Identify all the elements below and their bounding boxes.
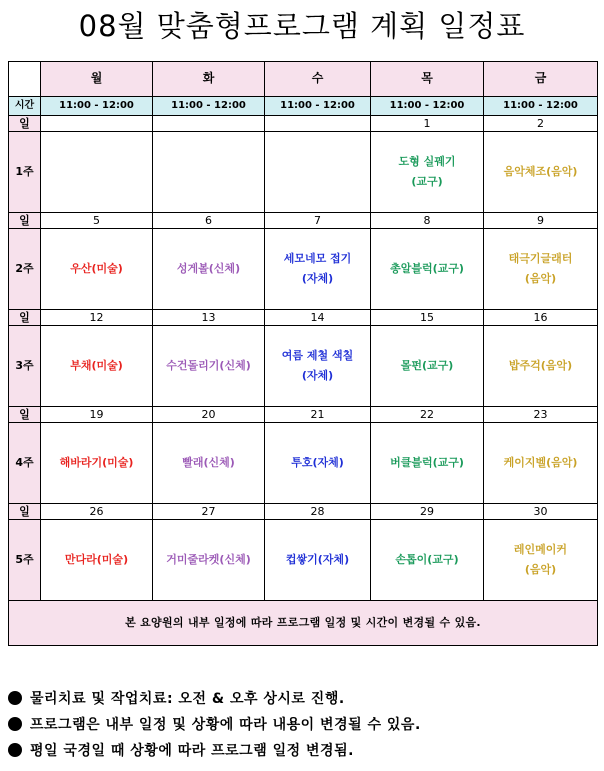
day-label: 일 [9, 213, 41, 229]
date-cell: 21 [265, 407, 371, 423]
weekday-header: 월 [41, 62, 153, 97]
program-text: 만다라(미술) [64, 553, 129, 567]
note-text: 물리치료 및 작업치료: 오전 & 오후 상시로 진행. [30, 691, 345, 707]
date-cell: 9 [484, 213, 598, 229]
weekday-header: 목 [371, 62, 484, 97]
program-cell [484, 229, 598, 310]
note-text: 프로그램은 내부 일정 및 상황에 따라 내용이 변경될 수 있음. [30, 717, 421, 733]
page-title: 08월 맞춤형프로그램 계획 일정표 [78, 9, 526, 43]
date-cell: 13 [153, 310, 265, 326]
note-item [8, 686, 598, 712]
program-cell [153, 520, 265, 601]
program-cell [371, 326, 484, 407]
program-cell [265, 423, 371, 504]
notes-list [8, 686, 598, 764]
program-text: 밥주걱(음악) [508, 359, 573, 373]
date-cell: 14 [265, 310, 371, 326]
program-cell [153, 229, 265, 310]
program-text: 성게볼(신체) [176, 262, 241, 276]
header-corner [9, 62, 41, 97]
date-cell: 6 [153, 213, 265, 229]
table-note: 본 요양원의 내부 일정에 따라 프로그램 일정 및 시간이 변경될 수 있음. [9, 601, 598, 646]
program-cell [41, 229, 153, 310]
program-text: 케이지벨(음악) [503, 456, 578, 470]
program-text: (자체) [301, 272, 334, 285]
program-cell [265, 132, 371, 213]
program-text: 우산(미술) [70, 262, 123, 276]
bullet-icon [8, 717, 22, 731]
week-label: 4주 [9, 423, 41, 504]
program-text: 손톱이(교구) [395, 553, 459, 567]
program-cell [371, 520, 484, 601]
date-cell: 29 [371, 504, 484, 520]
program-cell [153, 423, 265, 504]
bullet-icon [8, 691, 22, 705]
note-item [8, 712, 598, 738]
program-text: 버클블럭(교구) [390, 456, 464, 470]
weekday-header: 화 [153, 62, 265, 97]
program-text: (자체) [301, 369, 334, 382]
day-label: 일 [9, 310, 41, 326]
program-cell [41, 423, 153, 504]
program-cell [41, 132, 153, 213]
program-cell [371, 423, 484, 504]
date-cell: 2 [484, 116, 598, 132]
week-label: 2주 [9, 229, 41, 310]
date-cell: 16 [484, 310, 598, 326]
program-cell [153, 132, 265, 213]
date-cell: 12 [41, 310, 153, 326]
program-text: 총알블럭(교구) [390, 262, 464, 276]
program-text: 수건돌리기(신체) [166, 359, 251, 373]
time-cell: 11:00 - 12:00 [153, 97, 265, 116]
program-text: (음악) [524, 272, 557, 285]
date-cell: 8 [371, 213, 484, 229]
note-item [8, 738, 598, 764]
weekday-header: 금 [484, 62, 598, 97]
day-label: 일 [9, 116, 41, 132]
program-cell [371, 229, 484, 310]
date-cell [41, 116, 153, 132]
date-cell: 27 [153, 504, 265, 520]
time-cell: 11:00 - 12:00 [371, 97, 484, 116]
date-cell: 5 [41, 213, 153, 229]
program-cell [265, 229, 371, 310]
note-text: 평일 국경일 때 상황에 따라 프로그램 일정 변경됨. [30, 743, 354, 759]
program-cell [265, 326, 371, 407]
time-label: 시간 [9, 97, 41, 116]
date-cell: 19 [41, 407, 153, 423]
program-cell [265, 520, 371, 601]
week-label: 5주 [9, 520, 41, 601]
program-text: 태극기글래터 [508, 252, 573, 266]
date-cell: 1 [371, 116, 484, 132]
program-text: 컵쌓기(자체) [285, 553, 350, 567]
program-text: (음악) [524, 563, 557, 576]
program-text: 투호(자체) [291, 456, 344, 470]
date-cell: 7 [265, 213, 371, 229]
week-label: 3주 [9, 326, 41, 407]
program-cell [153, 326, 265, 407]
program-text: 여름 제철 색칠 [281, 349, 354, 363]
program-text: 부채(미술) [70, 359, 123, 373]
program-cell [484, 132, 598, 213]
program-cell [484, 326, 598, 407]
program-text: 레인메이커 [513, 543, 568, 557]
program-cell [484, 423, 598, 504]
program-text: 음악체조(음악) [503, 165, 578, 179]
program-text: 거미줄라켓(신체) [166, 553, 251, 567]
date-cell: 20 [153, 407, 265, 423]
program-text: 빨래(신체) [182, 456, 235, 470]
date-cell: 30 [484, 504, 598, 520]
date-cell: 26 [41, 504, 153, 520]
program-cell [371, 132, 484, 213]
program-text: 도형 실꿰기 [398, 155, 456, 169]
program-text: 세모네모 접기 [283, 252, 352, 266]
date-cell: 23 [484, 407, 598, 423]
date-cell: 22 [371, 407, 484, 423]
day-label: 일 [9, 504, 41, 520]
date-cell: 28 [265, 504, 371, 520]
program-cell [41, 520, 153, 601]
date-cell [153, 116, 265, 132]
date-cell: 15 [371, 310, 484, 326]
program-cell [41, 326, 153, 407]
program-cell [484, 520, 598, 601]
time-cell: 11:00 - 12:00 [41, 97, 153, 116]
program-text: 해바라기(미술) [59, 456, 134, 470]
program-text: (교구) [411, 175, 443, 188]
day-label: 일 [9, 407, 41, 423]
program-text: 몰펀(교구) [400, 359, 454, 373]
week-label: 1주 [9, 132, 41, 213]
schedule-table [8, 61, 598, 646]
date-cell [265, 116, 371, 132]
time-cell: 11:00 - 12:00 [484, 97, 598, 116]
time-cell: 11:00 - 12:00 [265, 97, 371, 116]
bullet-icon [8, 743, 22, 757]
weekday-header: 수 [265, 62, 371, 97]
